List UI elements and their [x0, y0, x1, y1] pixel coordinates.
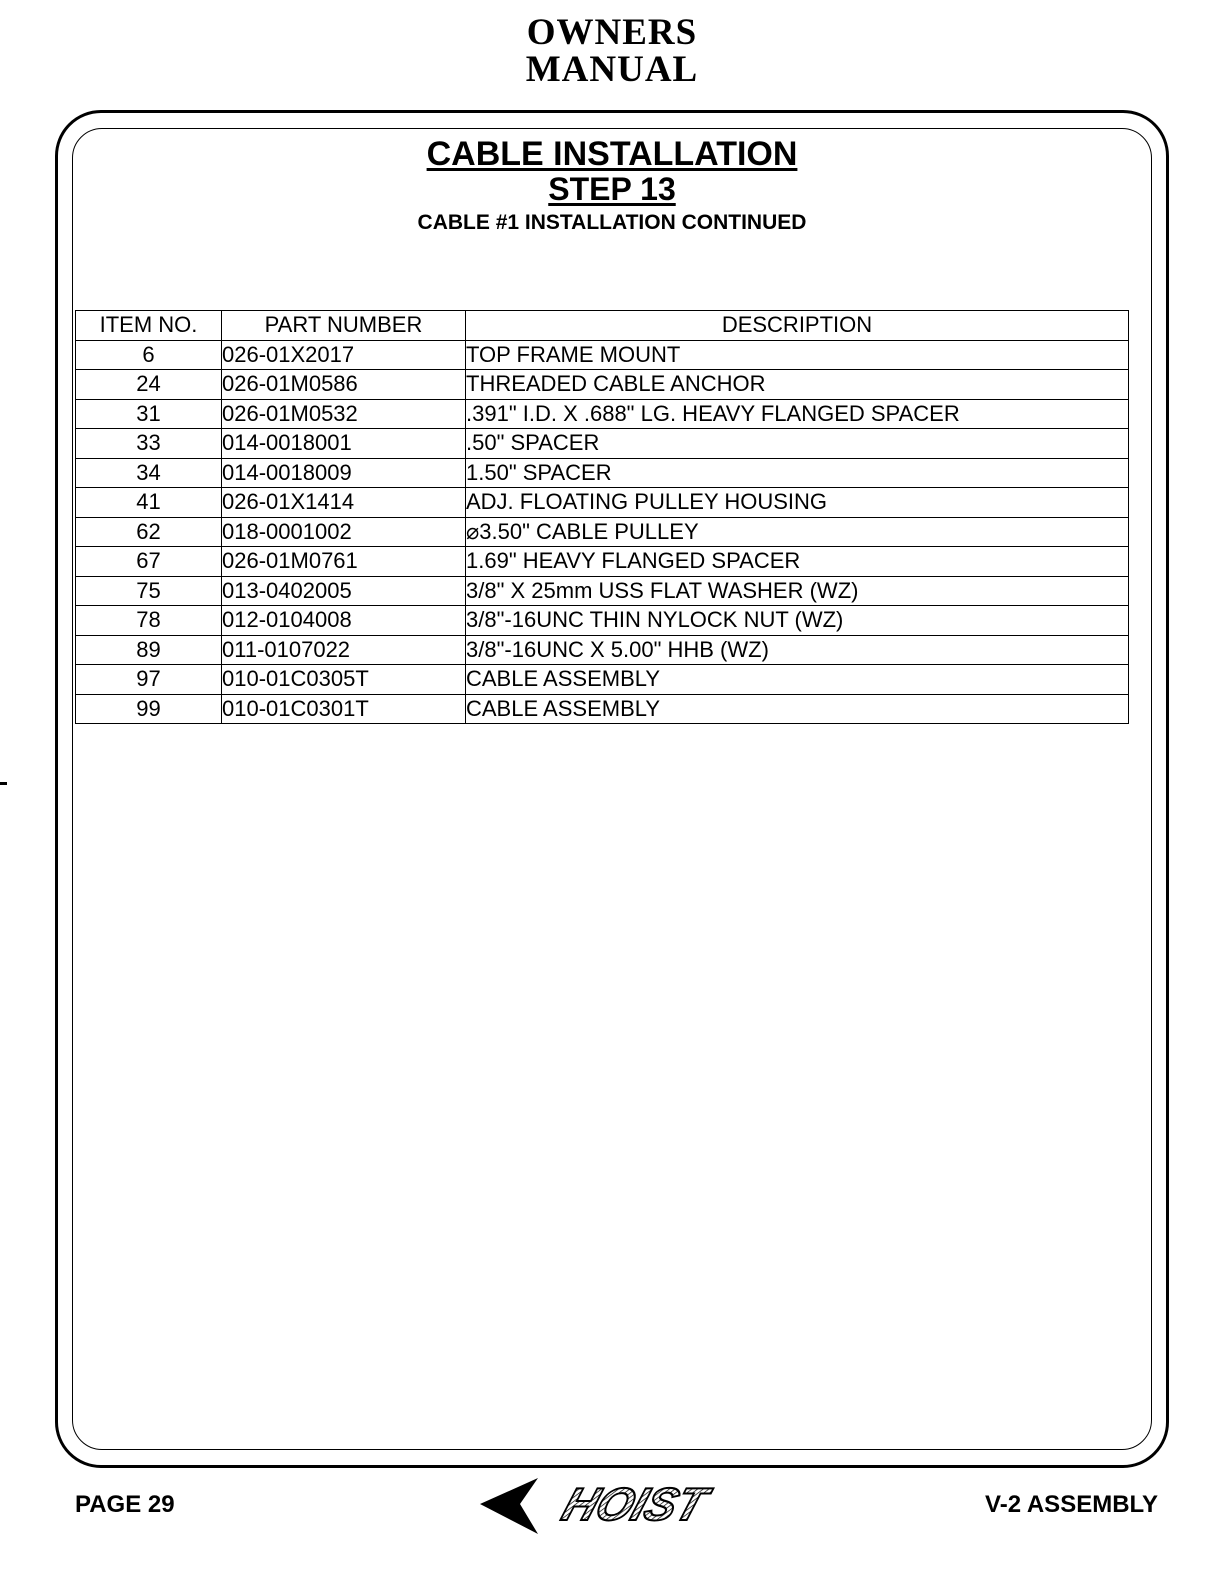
- table-row: [76, 547, 1129, 577]
- cell-description: TOP FRAME MOUNT: [466, 340, 1129, 370]
- table-row: [76, 429, 1129, 459]
- section-title: CABLE INSTALLATION: [426, 135, 798, 173]
- cell-item-no: 67: [76, 547, 222, 577]
- table-row: [76, 399, 1129, 429]
- cell-description: 1.69" HEAVY FLANGED SPACER: [466, 547, 1129, 577]
- step-subtitle: CABLE #1 INSTALLATION CONTINUED: [417, 211, 807, 234]
- title-block: [0, 136, 1224, 238]
- page-number: PAGE 29: [75, 1491, 175, 1518]
- cell-item-no: 97: [76, 665, 222, 695]
- cell-description: 3/8" X 25mm USS FLAT WASHER (WZ): [466, 576, 1129, 606]
- cell-part-number: 010-01C0301T: [222, 694, 466, 724]
- cell-description: ADJ. FLOATING PULLEY HOUSING: [466, 488, 1129, 518]
- cell-part-number: 026-01M0532: [222, 399, 466, 429]
- parts-table: [75, 310, 1129, 724]
- cell-item-no: 89: [76, 635, 222, 665]
- cell-part-number: 026-01X2017: [222, 340, 466, 370]
- table-row: [76, 370, 1129, 400]
- cell-item-no: 31: [76, 399, 222, 429]
- cell-item-no: 6: [76, 340, 222, 370]
- cell-description: 1.50" SPACER: [466, 458, 1129, 488]
- cell-part-number: 013-0402005: [222, 576, 466, 606]
- cell-description: CABLE ASSEMBLY: [466, 665, 1129, 695]
- cell-item-no: 34: [76, 458, 222, 488]
- step-title: STEP 13: [548, 171, 676, 207]
- cell-description: .50" SPACER: [466, 429, 1129, 459]
- table-row: [76, 665, 1129, 695]
- cell-part-number: 014-0018001: [222, 429, 466, 459]
- margin-mark: [0, 782, 7, 785]
- cell-part-number: 011-0107022: [222, 635, 466, 665]
- parts-table-body: [76, 340, 1129, 724]
- table-row: [76, 340, 1129, 370]
- cell-description: 3/8"-16UNC THIN NYLOCK NUT (WZ): [466, 606, 1129, 636]
- cell-description: CABLE ASSEMBLY: [466, 694, 1129, 724]
- section-label: V-2 ASSEMBLY: [985, 1491, 1158, 1518]
- table-header-row: [76, 311, 1129, 341]
- cell-item-no: 41: [76, 488, 222, 518]
- column-header-description: DESCRIPTION: [466, 311, 1129, 341]
- cell-item-no: 24: [76, 370, 222, 400]
- cell-description: 3/8"-16UNC X 5.00" HHB (WZ): [466, 635, 1129, 665]
- cell-description: ⌀3.50" CABLE PULLEY: [466, 517, 1129, 547]
- header-line-manual: MANUAL: [525, 49, 699, 90]
- column-header-item-no: ITEM NO.: [76, 311, 222, 341]
- cell-description: .391" I.D. X .688" LG. HEAVY FLANGED SPACER: [466, 399, 1129, 429]
- table-row: [76, 576, 1129, 606]
- cell-part-number: 026-01M0761: [222, 547, 466, 577]
- table-row: [76, 606, 1129, 636]
- cell-part-number: 026-01X1414: [222, 488, 466, 518]
- document-header: [0, 14, 1224, 88]
- header-line-owners: OWNERS: [526, 12, 698, 53]
- table-row: [76, 635, 1129, 665]
- column-header-part-number: PART NUMBER: [222, 311, 466, 341]
- cell-part-number: 010-01C0305T: [222, 665, 466, 695]
- cell-item-no: 62: [76, 517, 222, 547]
- table-row: [76, 488, 1129, 518]
- cell-part-number: 026-01M0586: [222, 370, 466, 400]
- cell-part-number: 012-0104008: [222, 606, 466, 636]
- cell-part-number: 014-0018009: [222, 458, 466, 488]
- cell-description: THREADED CABLE ANCHOR: [466, 370, 1129, 400]
- logo-arrow-shape: [480, 1478, 538, 1534]
- table-row: [76, 694, 1129, 724]
- cell-item-no: 78: [76, 606, 222, 636]
- hoist-logo: [480, 1470, 748, 1542]
- cell-item-no: 75: [76, 576, 222, 606]
- cell-item-no: 33: [76, 429, 222, 459]
- table-row: [76, 458, 1129, 488]
- cell-item-no: 99: [76, 694, 222, 724]
- cell-part-number: 018-0001002: [222, 517, 466, 547]
- logo-wordmark: HOIST: [555, 1479, 714, 1531]
- table-row: [76, 517, 1129, 547]
